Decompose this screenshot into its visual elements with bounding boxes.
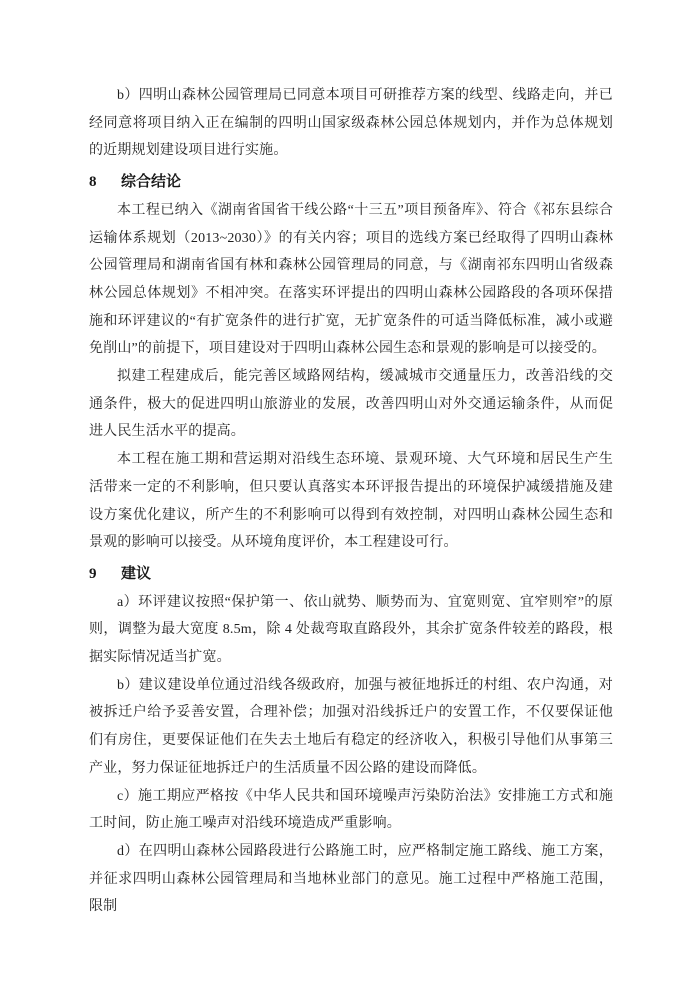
paragraph-item-b-prior-section: b）四明山森林公园管理局已同意本项目可研推荐方案的线型、线路走向，并已经同意将项目纳入正在编制的四明山国家级森林公园总体规划内，并作为总体规划的近期规划建设项目进行实施。 bbox=[89, 88, 613, 159]
suggestion-paragraph-d: d）在四明山森林公园路段进行公路施工时，应严格制定施工路线、施工方案，并征求四明山森林公园管理局和当地林业部门的意见。施工过程中严格施工范围，限制 bbox=[89, 843, 613, 915]
suggestion-paragraph-b: b）建议建设单位通过沿线各级政府，加强与被征地拆迁的村组、农户沟通，对被拆迁户给予妥善安置，合理补偿；加强对沿线拆迁户的安置工作，不仅要保证他们有房住，更要保证他们在失去土地后有稳定的经济收入，积极引导他们从事第三产业，努力保证征地拆迁户的生活质量不因公路的建设而降低。 bbox=[89, 677, 613, 776]
section-heading-8 bbox=[89, 168, 613, 197]
conclusion-paragraph-2: 拟建工程建成后，能完善区域路网结构，缓减城市交通量压力，改善沿线的交通条件，极大的促进四明山旅游业的发展，改善四明山对外交通运输条件，从而促进人民生活水平的提高。 bbox=[89, 369, 613, 440]
section-number: 8 bbox=[89, 174, 97, 191]
section-title: 综合结论 bbox=[121, 173, 182, 191]
conclusion-paragraph-3: 本工程在施工期和营运期对沿线生态环境、景观环境、大气环境和居民生产生活带来一定的不利影响，但只要认真落实本环评报告提出的环境保护减缓措施及建设方案优化建议，所产生的不利影响可以得到有效控制，对四明山森林公园生态和景观的影响可以接受。从环境角度评价，本工程建设可行。 bbox=[89, 452, 613, 551]
document-content bbox=[89, 82, 613, 921]
suggestion-paragraph-c: c）施工期应严格按《中华人民共和国环境噪声污染防治法》安排施工方式和施工时间，防止施工噪声对沿线环境造成严重影响。 bbox=[89, 788, 613, 832]
section-number: 9 bbox=[89, 565, 97, 582]
section-heading-9 bbox=[89, 560, 613, 589]
suggestion-paragraph-a: a）环评建议按照“保护第一、依山就势、顺势而为、宜宽则宽、宜窄则窄”的原则，调整为最大宽度 8.5m，除 4 处裁弯取直路段外，其余扩宽条件较差的路段，根据实际情况适当扩宽。 bbox=[89, 594, 613, 666]
section-title: 建议 bbox=[121, 564, 152, 582]
conclusion-paragraph-1: 本工程已纳入《湖南省国省干线公路“十三五”项目预备库》、符合《祁东县综合运输体系规划（2013~2030）》的有关内容；项目的选线方案已经取得了四明山森林公园管理局和湖南省国有林和森林公园管理局的同意，与《湖南祁东四明山省级森林公园总体规划》不相冲突。在落实环评提出的四明山森林公园路段的各项环保措施和环评建议的“有扩宽条件的进行扩宽，无扩宽条件的可适当降低标准，减小或避免削山”的前提下，项目建设对于四明山森林公园生态和景观的影响是可以接受的。 bbox=[89, 202, 613, 357]
